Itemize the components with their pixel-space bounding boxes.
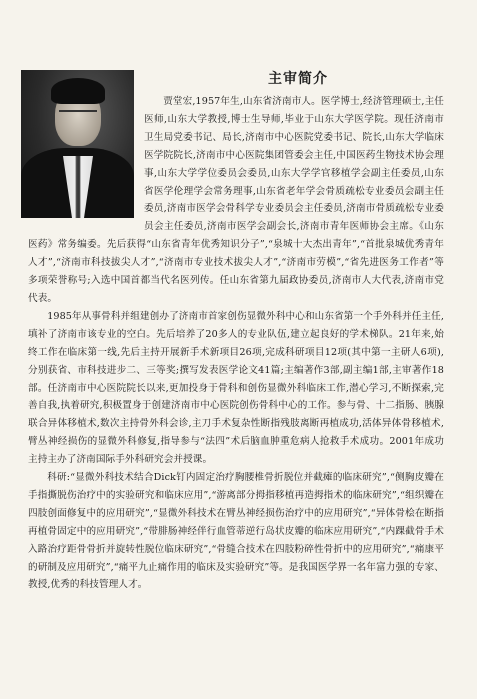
section-heading: 主审简介 [268,71,328,87]
paragraph-career: 1985年从事骨科并组建创办了济南市首家创伤显微外科中心和山东省第一个手外科并任主任,填补了济南市该专业的空白。先后培养了20多人的专业队伍,建立起良好的学术梯队。21年来,始终工作在临床第一线,先后主持开展新手术新项目26项,完成科研项目12项(其中第一主研人6项),分别获省、市科技进步二、三等奖;撰写发表医学论文41篇;主编著作3部,副主编1部,主审著作18部。任济南市中心医院院长以来,更加投身于骨科和创伤显微外科临床工作,潜心学习,不断探索,完善自我,执着研究,积极置身于创建济南市中心医院创伤骨科中心的工作。参与骨、十二指肠、胰腺联合异体移植术,数次主持骨外科会诊,主刀手术复杂性断指残肢离断再植成功,活体异体骨移植术,臂丛神经损伤的显微外科修复,指导参与“法四”术后脑血肿重危病人抢救手术成功。2001年成功主持主办了济南国际手外科研究会并授课。 [28,310,444,466]
paragraph-research: 科研:“显微外科技术结合Dick钉内固定治疗胸腰椎骨折脱位并截瘫的临床研究”,“侧胸皮瓣在手指撕脱伤治疗中的实验研究和临床应用”,“游离部分拇指移植再造拇指术的临床研究”,“组织瓣在四肢创面修复中的应用研究”,“显微外科技术在臂丛神经损伤治疗中的应用研究”,“异体骨桧在断指再植骨固定中的应用研究”,“带腓肠神经伴行血管蒂逆行岛状皮瓣的临床应用研究”,“内踝截骨手术入路治疗距骨骨折并旋转性脱位临床研究”,“骨缝合技术在四肢粉碎性骨折中的应用研究”,“痛康平的研制及应用研究”,“痛平九止痛作用的临床及实验研究”等。是我国医学界一名年富力强的专家、教授,优秀的科技管理人才。 [28,472,444,591]
biography-text [28,93,444,594]
paragraph-profile: 贾堂宏,1957年生,山东省济南市人。医学博士,经济管理硕士,主任医师,山东大学教授,博士生导师,毕业于山东大学医学院。现任济南市卫生局党委书记、局长,济南市中心医院党委书记、院长,山东大学临床医学院院长,济南市中心医院集团管委会主任,中国医药生物技术协会理事,山东大学学位委员会委员,山东大学学官移植学会副主任委员,山东省医学伦理学会常务理事,山东省老年学会骨质疏松专业委员会副主任委员,济南市医学会骨科学专业委员会主任委员,济南市骨质疏松专业委员会主任委员,济南市医学会副会长,济南市青年医师协会主席。《山东医药》常务编委。先后获得“山东省青年优秀知识分子”,“泉城十大杰出青年”,“首批泉城优秀青年人才”,“济南市科技拔尖人才”,“济南市专业技术拔尖人才”,“济南市劳模”,“省先进医务工作者”等多项荣誉称号;入选中国首都当代名医列传。任山东省第九届政协委员,济南市人大代表,济南市党代表。 [28,96,444,304]
